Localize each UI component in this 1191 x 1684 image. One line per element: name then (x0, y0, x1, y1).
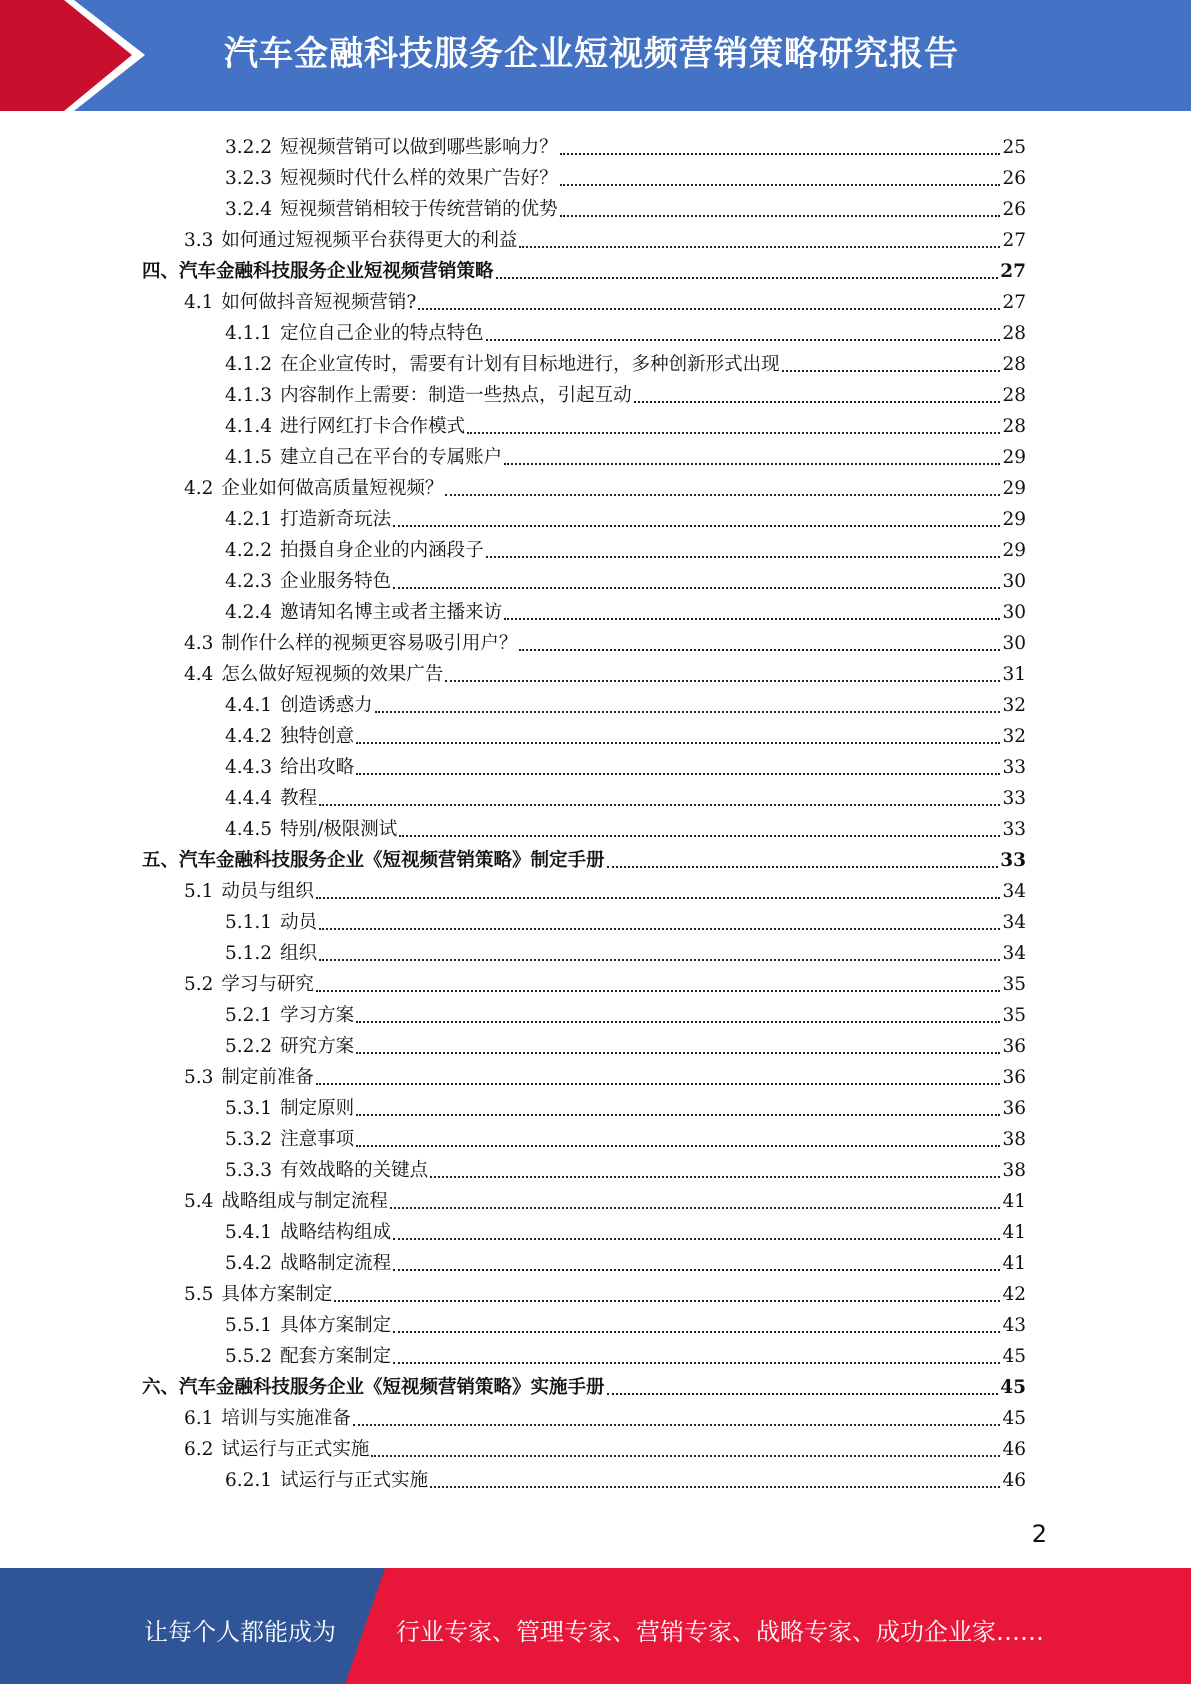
toc-dot-leader (371, 1454, 1000, 1457)
toc-entry-page: 36 (1002, 1098, 1026, 1119)
toc-entry-title: 在企业宣传时，需要有计划有目标地进行，多种创新形式出现 (280, 354, 780, 375)
toc-entry-page: 30 (1002, 602, 1026, 623)
toc-entry-number: 5.4 (184, 1191, 214, 1212)
toc-entry-number: 4.3 (184, 633, 214, 654)
toc-entry-number: 5.1 (184, 881, 214, 902)
toc-dot-leader (560, 152, 1001, 155)
toc-entry-number: 4.1.3 (225, 385, 273, 406)
toc-entry-page: 35 (1002, 974, 1026, 995)
toc-entry[interactable] (225, 996, 1026, 1027)
toc-entry[interactable] (184, 1182, 1026, 1213)
toc-entry-title: 定位自己企业的特点特色 (280, 323, 484, 344)
toc-entry-page: 46 (1002, 1470, 1026, 1491)
toc-entry[interactable] (225, 190, 1026, 221)
toc-entry-number: 4.4.4 (225, 788, 273, 809)
toc-entry-page: 28 (1002, 354, 1026, 375)
toc-entry-number: 5.2.1 (225, 1005, 273, 1026)
toc-dot-leader (560, 183, 1001, 186)
toc-entry-page: 36 (1002, 1067, 1026, 1088)
report-title: 汽车金融科技服务企业短视频营销策略研究报告 (224, 34, 959, 74)
toc-entry-title: 打造新奇玩法 (280, 509, 392, 530)
toc-entry-number: 5.5.1 (225, 1315, 273, 1336)
toc-entry-page: 28 (1002, 323, 1026, 344)
toc-entry-number: 6.1 (184, 1408, 214, 1429)
toc-entry-title: 内容制作上需要：制造一些热点，引起互动 (280, 385, 632, 406)
toc-entry-title: 给出攻略 (280, 757, 355, 778)
toc-dot-leader (607, 865, 999, 868)
toc-entry-page: 29 (1002, 447, 1026, 468)
toc-entry-number: 6.2.1 (225, 1470, 273, 1491)
toc-entry[interactable] (225, 1120, 1026, 1151)
toc-entry[interactable] (225, 407, 1026, 438)
toc-dot-leader (560, 214, 1001, 217)
toc-entry[interactable] (225, 717, 1026, 748)
toc-entry-title: 五、汽车金融科技服务企业《短视频营销策略》制定手册 (142, 850, 605, 871)
toc-dot-leader (393, 1361, 1000, 1364)
toc-entry-page: 43 (1002, 1315, 1026, 1336)
toc-entry[interactable] (225, 1337, 1026, 1368)
toc-entry-page: 33 (1002, 757, 1026, 778)
toc-entry-title: 四、汽车金融科技服务企业短视频营销策略 (142, 261, 494, 282)
toc-entry-page: 34 (1002, 881, 1026, 902)
toc-entry[interactable] (225, 159, 1026, 190)
toc-entry-number: 4.2.4 (225, 602, 273, 623)
toc-entry-number: 5.5 (184, 1284, 214, 1305)
toc-entry-page: 34 (1002, 943, 1026, 964)
toc-entry-title: 制定前准备 (221, 1067, 314, 1088)
toc-entry[interactable] (184, 221, 1026, 252)
toc-entry[interactable] (184, 624, 1026, 655)
toc-entry[interactable] (225, 934, 1026, 965)
toc-entry-page: 36 (1002, 1036, 1026, 1057)
toc-entry-page: 45 (1000, 1377, 1026, 1398)
toc-entry-title: 创造诱惑力 (280, 695, 373, 716)
toc-entry-number: 4.2.1 (225, 509, 273, 530)
toc-entry-number: 4.1.2 (225, 354, 273, 375)
toc-entry-page: 26 (1002, 168, 1026, 189)
toc-entry-page: 29 (1002, 509, 1026, 530)
toc-entry-number: 4.2 (184, 478, 214, 499)
toc-dot-leader (430, 1485, 1000, 1488)
toc-dot-leader (356, 1113, 1000, 1116)
toc-entry-title: 学习与研究 (221, 974, 314, 995)
toc-entry-page: 27 (1002, 292, 1026, 313)
toc-entry-number: 5.4.2 (225, 1253, 273, 1274)
toc-dot-leader (356, 1051, 1000, 1054)
toc-entry-page: 27 (1000, 261, 1026, 282)
toc-entry[interactable] (184, 1275, 1026, 1306)
toc-entry-page: 46 (1002, 1439, 1026, 1460)
toc-dot-leader (393, 1330, 1000, 1333)
toc-entry-number: 5.3 (184, 1067, 214, 1088)
toc-entry-title: 配套方案制定 (280, 1346, 392, 1367)
toc-entry-page: 28 (1002, 416, 1026, 437)
toc-entry-number: 5.2 (184, 974, 214, 995)
toc-entry-page: 33 (1000, 850, 1026, 871)
toc-dot-leader (782, 369, 1001, 372)
toc-entry[interactable] (184, 1058, 1026, 1089)
footer-slogan-left: 让每个人都能成为 (144, 1618, 336, 1646)
toc-entry-number: 4.1 (184, 292, 214, 313)
footer-slogan-right: 行业专家、管理专家、营销专家、战略专家、成功企业家…… (396, 1618, 1044, 1646)
toc-dot-leader (418, 307, 1000, 310)
toc-entry-page: 41 (1002, 1253, 1026, 1274)
toc-entry-title: 培训与实施准备 (221, 1408, 351, 1429)
toc-dot-leader (390, 1206, 1001, 1209)
toc-entry[interactable] (142, 252, 1026, 283)
toc-entry-page: 30 (1002, 571, 1026, 592)
toc-entry[interactable] (225, 314, 1026, 345)
toc-entry-title: 特别/极限测试 (280, 819, 398, 840)
toc-entry-number: 5.2.2 (225, 1036, 273, 1057)
toc-entry[interactable] (184, 872, 1026, 903)
toc-entry[interactable] (225, 1461, 1026, 1492)
toc-entry-page: 34 (1002, 912, 1026, 933)
toc-entry-number: 5.4.1 (225, 1222, 273, 1243)
toc-dot-leader (319, 927, 1000, 930)
toc-entry-title: 具体方案制定 (221, 1284, 333, 1305)
toc-entry-title: 教程 (280, 788, 318, 809)
toc-dot-leader (393, 1237, 1000, 1240)
toc-dot-leader (445, 679, 1000, 682)
toc-entry[interactable] (184, 1430, 1026, 1461)
toc-entry-number: 4.4.1 (225, 695, 273, 716)
toc-dot-leader (356, 1020, 1000, 1023)
toc-entry-number: 5.3.1 (225, 1098, 273, 1119)
toc-dot-leader (504, 617, 1000, 620)
toc-entry[interactable] (225, 1027, 1026, 1058)
toc-dot-leader (393, 586, 1000, 589)
toc-entry-number: 3.2.2 (225, 137, 273, 158)
toc-entry-page: 28 (1002, 385, 1026, 406)
toc-entry-page: 32 (1002, 726, 1026, 747)
toc-dot-leader (319, 958, 1000, 961)
toc-entry-title: 学习方案 (280, 1005, 355, 1026)
toc-entry-page: 33 (1002, 819, 1026, 840)
toc-dot-leader (445, 493, 1000, 496)
footer-band (0, 1568, 1191, 1684)
toc-dot-leader (393, 1268, 1000, 1271)
toc-entry-number: 5.3.2 (225, 1129, 273, 1150)
toc-entry-title: 有效战略的关键点 (280, 1160, 429, 1181)
toc-dot-leader (519, 245, 1000, 248)
toc-entry[interactable] (225, 686, 1026, 717)
toc-entry-title: 战略制定流程 (280, 1253, 392, 1274)
toc-entry-title: 短视频时代什么样的效果广告好？ (280, 168, 558, 189)
toc-entry-page: 42 (1002, 1284, 1026, 1305)
toc-entry-title: 企业如何做高质量短视频？ (221, 478, 444, 499)
toc-entry-page: 38 (1002, 1129, 1026, 1150)
toc-entry[interactable] (225, 500, 1026, 531)
toc-entry-title: 邀请知名博主或者主播来访 (280, 602, 503, 623)
toc-dot-leader (496, 276, 999, 279)
toc-dot-leader (316, 896, 1001, 899)
toc-entry-title: 动员与组织 (221, 881, 314, 902)
toc-entry[interactable] (184, 1399, 1026, 1430)
toc-dot-leader (316, 1082, 1001, 1085)
toc-entry-title: 具体方案制定 (280, 1315, 392, 1336)
toc-entry-number: 4.2.2 (225, 540, 273, 561)
toc-entry-number: 4.4.3 (225, 757, 273, 778)
toc-entry-page: 30 (1002, 633, 1026, 654)
toc-entry-page: 33 (1002, 788, 1026, 809)
toc-dot-leader (356, 1144, 1000, 1147)
toc-dot-leader (393, 524, 1000, 527)
toc-entry-title: 独特创意 (280, 726, 355, 747)
toc-entry-title: 进行网红打卡合作模式 (280, 416, 466, 437)
header-band (0, 0, 1191, 111)
toc-entry[interactable] (225, 345, 1026, 376)
page-number: 2 (1031, 1520, 1047, 1548)
toc-entry-page: 45 (1002, 1408, 1026, 1429)
header-arrow-decoration (0, 0, 160, 111)
toc-dot-leader (334, 1299, 1000, 1302)
toc-entry[interactable] (184, 469, 1026, 500)
toc-entry-number: 4.4.5 (225, 819, 273, 840)
toc-entry-number: 4.4 (184, 664, 214, 685)
toc-entry-title: 注意事项 (280, 1129, 355, 1150)
toc-entry[interactable] (225, 810, 1026, 841)
toc-dot-leader (504, 462, 1000, 465)
toc-entry[interactable] (225, 903, 1026, 934)
toc-entry-page: 35 (1002, 1005, 1026, 1026)
toc-entry-title: 拍摄自身企业的内涵段子 (280, 540, 484, 561)
toc-entry-number: 3.2.3 (225, 168, 273, 189)
toc-entry-title: 建立自己在平台的专属账户 (280, 447, 503, 468)
toc-entry[interactable] (225, 531, 1026, 562)
toc-entry[interactable] (225, 1213, 1026, 1244)
toc-entry-page: 38 (1002, 1160, 1026, 1181)
toc-entry-number: 5.1.1 (225, 912, 273, 933)
toc-entry[interactable] (184, 965, 1026, 996)
toc-dot-leader (356, 741, 1000, 744)
toc-entry-title: 短视频营销可以做到哪些影响力？ (280, 137, 558, 158)
toc-entry-page: 27 (1002, 230, 1026, 251)
toc-entry-title: 组织 (280, 943, 318, 964)
toc-entry[interactable] (184, 283, 1026, 314)
toc-dot-leader (356, 772, 1000, 775)
toc-dot-leader (375, 710, 1001, 713)
toc-entry-number: 4.4.2 (225, 726, 273, 747)
toc-entry-title: 六、汽车金融科技服务企业《短视频营销策略》实施手册 (142, 1377, 605, 1398)
toc-entry[interactable] (184, 655, 1026, 686)
toc-entry-number: 5.1.2 (225, 943, 273, 964)
toc-dot-leader (319, 803, 1000, 806)
toc-entry-number: 5.5.2 (225, 1346, 273, 1367)
toc-entry-number: 3.3 (184, 230, 214, 251)
toc-entry[interactable] (225, 128, 1026, 159)
toc-entry-title: 制定原则 (280, 1098, 355, 1119)
toc-entry-number: 6.2 (184, 1439, 214, 1460)
toc-entry-page: 41 (1002, 1222, 1026, 1243)
toc-entry-number: 4.2.3 (225, 571, 273, 592)
toc-entry-title: 如何通过短视频平台获得更大的利益 (221, 230, 518, 251)
toc-dot-leader (607, 1392, 999, 1395)
toc-entry[interactable] (225, 593, 1026, 624)
toc-dot-leader (519, 648, 1000, 651)
toc-entry-title: 战略结构组成 (280, 1222, 392, 1243)
toc-entry-page: 25 (1002, 137, 1026, 158)
toc-entry-title: 怎么做好短视频的效果广告 (221, 664, 444, 685)
toc-dot-leader (486, 555, 1001, 558)
toc-entry-title: 战略组成与制定流程 (221, 1191, 388, 1212)
toc-entry-number: 5.3.3 (225, 1160, 273, 1181)
toc-dot-leader (634, 400, 1001, 403)
toc-entry-title: 动员 (280, 912, 318, 933)
toc-entry-page: 29 (1002, 478, 1026, 499)
toc-entry[interactable] (142, 1368, 1026, 1399)
toc-entry-title: 研究方案 (280, 1036, 355, 1057)
toc-dot-leader (486, 338, 1001, 341)
toc-entry-number: 3.2.4 (225, 199, 273, 220)
toc-entry[interactable] (225, 376, 1026, 407)
toc-entry-page: 45 (1002, 1346, 1026, 1367)
toc-entry[interactable] (142, 841, 1026, 872)
toc-entry-page: 29 (1002, 540, 1026, 561)
toc-entry-title: 制作什么样的视频更容易吸引用户？ (221, 633, 518, 654)
toc-dot-leader (353, 1423, 1001, 1426)
toc-entry[interactable] (225, 562, 1026, 593)
toc-entry-number: 4.1.5 (225, 447, 273, 468)
toc-entry-number: 4.1.1 (225, 323, 273, 344)
toc-entry-page: 41 (1002, 1191, 1026, 1212)
toc-entry[interactable] (225, 1089, 1026, 1120)
toc-entry-title: 试运行与正式实施 (221, 1439, 370, 1460)
toc-dot-leader (316, 989, 1001, 992)
toc-entry-page: 32 (1002, 695, 1026, 716)
toc-entry[interactable] (225, 1306, 1026, 1337)
toc-dot-leader (467, 431, 1000, 434)
toc-dot-leader (399, 834, 1000, 837)
toc-entry-title: 试运行与正式实施 (280, 1470, 429, 1491)
toc-entry-page: 26 (1002, 199, 1026, 220)
toc-entry[interactable] (225, 438, 1026, 469)
toc-entry[interactable] (225, 1244, 1026, 1275)
toc-entry[interactable] (225, 1151, 1026, 1182)
toc-entry-number: 4.1.4 (225, 416, 273, 437)
toc-entry-page: 31 (1002, 664, 1026, 685)
toc-entry-title: 短视频营销相较于传统营销的优势 (280, 199, 558, 220)
toc-entry[interactable] (225, 748, 1026, 779)
toc-dot-leader (430, 1175, 1000, 1178)
toc-entry[interactable] (225, 779, 1026, 810)
toc-entry-title: 如何做抖音短视频营销? (221, 292, 417, 313)
toc-entry-title: 企业服务特色 (280, 571, 392, 592)
